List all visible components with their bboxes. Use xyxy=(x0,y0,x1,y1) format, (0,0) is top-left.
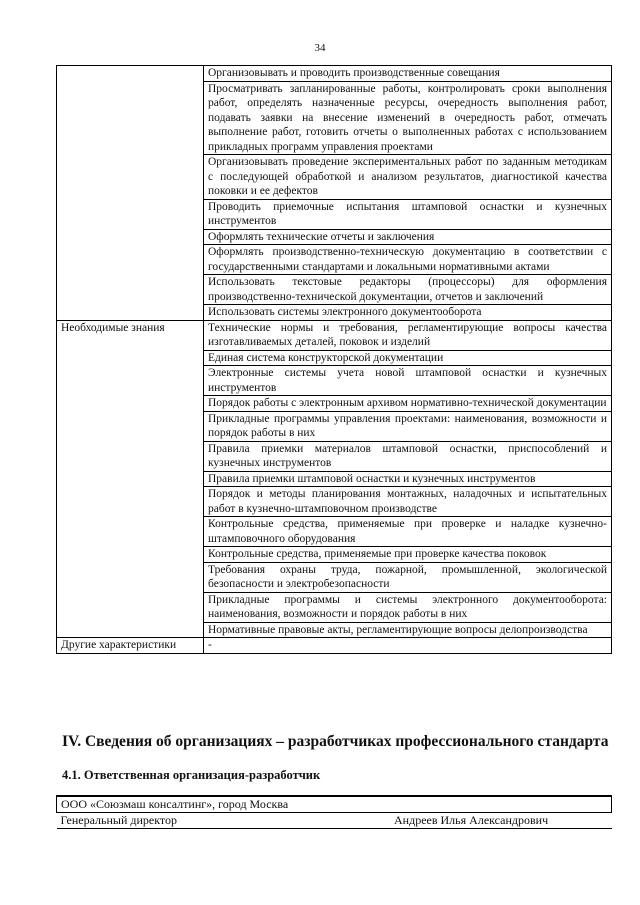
table-cell: Прикладные программы и системы электронного документооборота: наименования, возможности и порядок работы в них xyxy=(204,592,612,622)
organization-name: ООО «Союзмаш консалтинг», город Москва xyxy=(57,796,612,813)
table-cell: Нормативные правовые акты, регламентирующие вопросы делопроизводства xyxy=(204,622,612,638)
table-cell: Организовывать и проводить производственные совещания xyxy=(204,66,612,82)
table-cell: Использовать системы электронного документооборота xyxy=(204,305,612,321)
row-label: Другие характеристики xyxy=(57,638,204,654)
table-cell: Электронные системы учета новой штамповой оснастки и кузнечных инструментов xyxy=(204,366,612,396)
table-cell: Просматривать запланированные работы, контролировать сроки выполнения работ, определять назначенные ресурсы, очередность выполнения работ, подавать заявки на внесение изменений в очередность работ, отмечать выполнение работ, готовить отчеты о выполненных работах с использованием прикладных программ управления проектами xyxy=(204,81,612,155)
table-cell: Требования охраны труда, пожарной, промышленной, экологической безопасности и электробезопасности xyxy=(204,562,612,592)
table-cell: - xyxy=(204,638,612,654)
row-label xyxy=(57,66,204,321)
table-cell: Порядок работы с электронным архивом нормативно-технической документации xyxy=(204,396,612,412)
subsection-title: 4.1. Ответственная организация-разработчик xyxy=(62,768,321,782)
organization-table xyxy=(56,795,612,829)
table-cell: Правила приемки материалов штамповой оснастки, приспособлений и кузнечных инструментов xyxy=(204,441,612,471)
skills-table xyxy=(56,65,612,654)
section-title: IV. Сведения об организациях – разработчиках профессионального стандарта xyxy=(62,733,609,750)
row-label: Необходимые знания xyxy=(57,320,204,638)
table-cell: Прикладные программы управления проектами: наименования, возможности и порядок работы в них xyxy=(204,411,612,441)
table-cell: Контрольные средства, применяемые при проверке и наладке кузнечно-штамповочного оборудования xyxy=(204,517,612,547)
director-position: Генеральный директор xyxy=(57,813,335,829)
director-name: Андреев Илья Александрович xyxy=(334,813,612,829)
table-cell: Контрольные средства, применяемые при проверке качества поковок xyxy=(204,547,612,563)
table-cell: Технические нормы и требования, регламентирующие вопросы качества изготавливаемых деталей, поковок и изделий xyxy=(204,320,612,350)
table-row xyxy=(57,320,612,350)
table-row xyxy=(57,66,612,82)
table-cell: Единая система конструкторской документации xyxy=(204,350,612,366)
table-row xyxy=(57,638,612,654)
director-row xyxy=(57,813,612,829)
table-cell: Оформлять технические отчеты и заключения xyxy=(204,229,612,245)
table-cell: Организовывать проведение экспериментальных работ по заданным методикам с последующей обработкой и анализом результатов, диагностикой качества поковки и ее дефектов xyxy=(204,155,612,200)
organization-row xyxy=(57,796,612,813)
page-number: 34 xyxy=(314,42,326,54)
table-cell: Оформлять производственно-техническую документацию в соответствии с государственными стандартами и локальными нормативными актами xyxy=(204,245,612,275)
table-cell: Правила приемки штамповой оснастки и кузнечных инструментов xyxy=(204,471,612,487)
table-cell: Порядок и методы планирования монтажных, наладочных и испытательных работ в кузнечно-штамповочном производстве xyxy=(204,487,612,517)
table-cell: Использовать текстовые редакторы (процессоры) для оформления производственно-технической документации, отчетов и заключений xyxy=(204,275,612,305)
table-cell: Проводить приемочные испытания штамповой оснастки и кузнечных инструментов xyxy=(204,199,612,229)
